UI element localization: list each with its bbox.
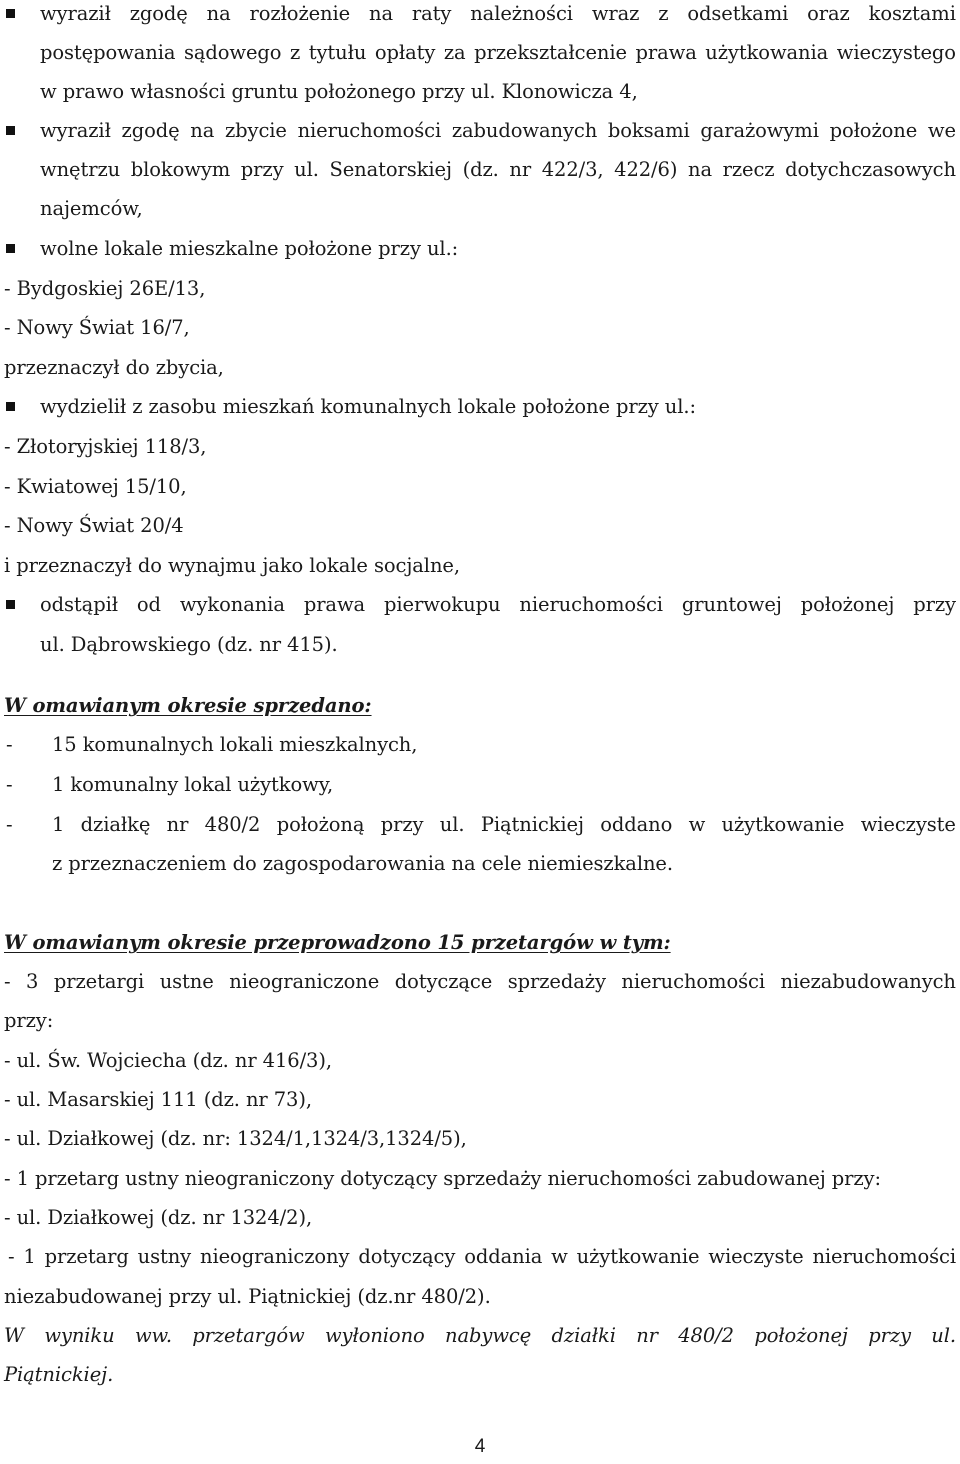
sub-item [0,269,960,308]
square-bullet-icon [6,9,15,18]
text-line: - ul. Działkowej (dz. nr: 1324/1,1324/3,1324/5), [4,1127,467,1150]
tender-line [0,1237,960,1276]
text-line: - Nowy Świat 20/4 [4,514,184,537]
text-line: 15 komunalnych lokali mieszkalnych, [52,733,418,756]
text-line: przeznaczył do zbycia, [4,356,224,379]
text-line: Piątnickiej. [4,1363,114,1386]
tender-line [0,1277,960,1316]
bullet-3-line-1 [0,229,960,268]
bullet-2-line-3 [0,189,960,228]
text-line: - ul. Św. Wojciecha (dz. nr 416/3), [4,1049,332,1072]
text-line: - 3 przetargi ustne nieograniczone dotyczące sprzedaży nieruchomości niezabudowanych [4,970,956,993]
bullet-1-line-3 [0,72,960,111]
text-line: 1 działkę nr 480/2 położoną przy ul. Piątnickiej oddano w użytkowanie wieczyste [52,813,956,836]
text-line: wydzielił z zasobu mieszkań komunalnych lokale położone przy ul.: [40,395,696,418]
bullet-2-line-1 [0,111,960,150]
dash-icon: - [6,813,13,836]
bullet-1-line-1 [0,0,960,33]
text-line: niezabudowanej przy ul. Piątnickiej (dz.nr 480/2). [4,1285,491,1308]
dash-icon: - [6,773,13,796]
closing-line [0,348,960,387]
result-line [0,1355,960,1394]
text-line: - Kwiatowej 15/10, [4,475,187,498]
text-line: - Złotoryjskiej 118/3, [4,435,207,458]
text-line: przy: [4,1009,54,1032]
tender-line [0,1041,960,1080]
text-line: 1 komunalny lokal użytkowy, [52,773,334,796]
tender-line [0,1080,960,1119]
heading-text: W omawianym okresie sprzedano: [4,694,372,717]
text-line: - Nowy Świat 16/7, [4,316,190,339]
sold-item [0,765,960,804]
text-line: wyraził zgodę na rozłożenie na raty należności wraz z odsetkami oraz kosztami [40,2,956,25]
section-heading-sold [0,686,960,725]
closing-line [0,546,960,585]
tender-line [0,962,960,1001]
text-line: ul. Dąbrowskiego (dz. nr 415). [40,633,338,656]
text-line: - ul. Działkowej (dz. nr 1324/2), [4,1206,313,1229]
text-line: - ul. Masarskiej 111 (dz. nr 73), [4,1088,312,1111]
text-line: - Bydgoskiej 26E/13, [4,277,206,300]
text-line: W wyniku ww. przetargów wyłoniono nabywcę działki nr 480/2 położonej przy ul. [4,1324,956,1347]
sub-item [0,308,960,347]
text-line: wolne lokale mieszkalne położone przy ul.: [40,237,459,260]
sub-item [0,467,960,506]
bullet-1-line-2 [0,33,960,72]
text-line: - 1 przetarg ustny nieograniczony dotyczący sprzedaży nieruchomości zabudowanej przy: [4,1167,881,1190]
tender-line [0,1001,960,1040]
sub-item [0,506,960,545]
bullet-5-line-2 [0,625,960,664]
text-line: odstąpił od wykonania prawa pierwokupu nieruchomości gruntowej położonej przy [40,593,956,616]
sold-item-continuation [0,844,960,883]
sold-item [0,805,960,844]
text-line: - 1 przetarg ustny nieograniczony dotyczący oddania w użytkowanie wieczyste nieruchomości [8,1245,956,1268]
heading-text: W omawianym okresie przeprowadzono 15 przetargów w tym: [4,931,671,954]
text-line: najemców, [40,197,143,220]
dash-icon: - [6,733,13,756]
text-line: z przeznaczeniem do zagospodarowania na cele niemieszkalne. [52,852,673,875]
sold-item [0,725,960,764]
text-line: wnętrzu blokowym przy ul. Senatorskiej (dz. nr 422/3, 422/6) na rzecz dotychczasowych [40,158,956,181]
tender-line [0,1159,960,1198]
section-heading-tenders [0,923,960,962]
tender-line [0,1198,960,1237]
tender-line [0,1119,960,1158]
text-line: i przeznaczył do wynajmu jako lokale socjalne, [4,554,460,577]
sub-item [0,427,960,466]
square-bullet-icon [6,402,15,411]
text-line: postępowania sądowego z tytułu opłaty za przekształcenie prawa użytkowania wieczystego [40,41,956,64]
bullet-4-line-1 [0,387,960,426]
square-bullet-icon [6,126,15,135]
text-line: w prawo własności gruntu położonego przy ul. Klonowicza 4, [40,80,638,103]
result-line [0,1316,960,1355]
square-bullet-icon [6,244,15,253]
bullet-5-line-1 [0,585,960,624]
text-line: wyraził zgodę na zbycie nieruchomości zabudowanych boksami garażowymi położone we [40,119,956,142]
page-number: 4 [474,1436,486,1457]
bullet-2-line-2 [0,150,960,189]
square-bullet-icon [6,600,15,609]
